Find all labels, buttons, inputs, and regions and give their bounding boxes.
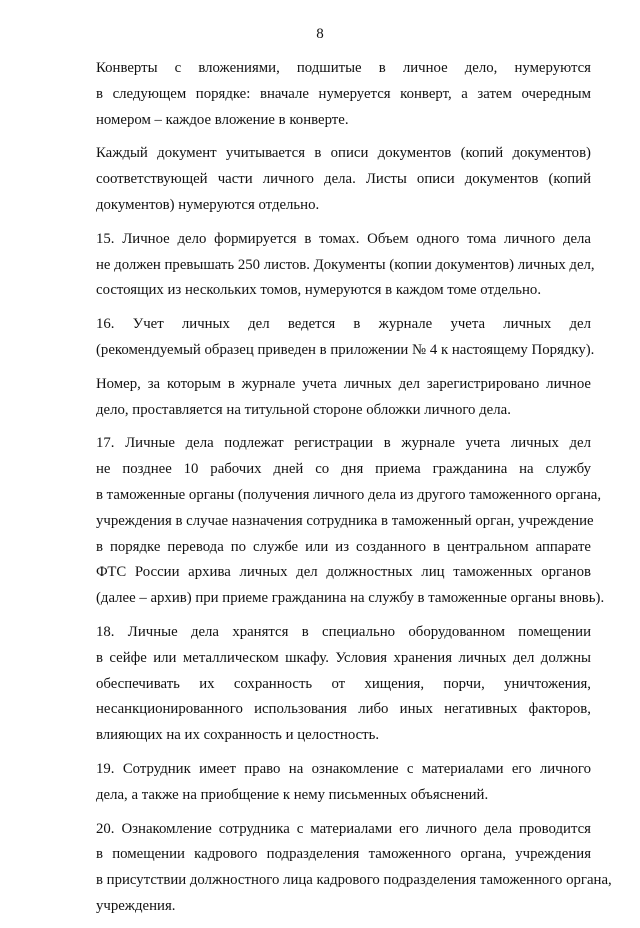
text-line: 16. Учет личных дел ведется в журнале учета личных дел [96,316,591,333]
text-line: 19. Сотрудник имеет право на ознакомление с материалами его личного [96,760,591,777]
text-line: учреждения в случае назначения сотрудника в таможенный орган, учреждение [96,512,594,529]
text-line: влияющих на их сохранность и целостность. [96,727,380,744]
paragraph-4 [59,312,595,364]
text-line: не должен превышать 250 листов. Документы (копии документов) личных дел, [96,256,595,273]
paragraph-9 [59,817,612,920]
paragraph-3 [59,227,595,304]
text-line: в сейфе или металлическом шкафу. Условия хранения личных дел должны [96,649,591,666]
text-line: 17. Личные дела подлежат регистрации в журнале учета личных дел [96,435,591,452]
text-line: в следующем порядке: вначале нумеруется конверт, а затем очередным [96,85,591,102]
text-line: в таможенные органы (получения личного дела из другого таможенного органа, [96,486,602,503]
page-number: 8 [316,26,324,42]
text-line: 15. Личное дело формируется в томах. Объем одного тома личного дела [96,230,591,247]
paragraph-6 [59,431,605,612]
paragraph-2 [59,141,591,218]
paragraph-8 [59,757,591,809]
paragraph-5 [59,372,591,424]
text-line: состоящих из нескольких томов, нумеруются в каждом томе отдельно. [96,282,542,299]
text-line: Номер, за которым в журнале учета личных дел зарегистрировано личное [96,375,591,392]
text-line: учреждения. [96,897,176,914]
text-line: несанкционированного использования либо иных негативных факторов, [96,701,591,718]
text-line: соответствующей части личного дела. Листы описи документов (копий [96,171,591,188]
text-line: номером – каждое вложение в конверте. [96,111,349,128]
text-line: ФТС России архива личных дел должностных лиц таможенных органов [96,564,591,581]
text-line: обеспечивать их сохранность от хищения, порчи, уничтожения, [96,675,591,692]
text-line: дело, проставляется на титульной стороне обложки личного дела. [96,401,511,418]
text-line: (далее – архив) при приеме гражданина на службу в таможенные органы вновь). [96,590,605,607]
text-line: 18. Личные дела хранятся в специально оборудованном помещении [96,623,591,640]
text-line: в помещении кадрового подразделения таможенного органа, учреждения [96,846,591,863]
text-line: (рекомендуемый образец приведен в приложении № 4 к настоящему Порядку). [96,341,595,358]
document-body [59,56,612,928]
text-line: Каждый документ учитывается в описи документов (копий документов) [96,145,591,162]
text-line: не позднее 10 рабочих дней со дня приема гражданина на службу [96,461,591,478]
paragraph-7 [59,620,591,749]
text-line: в порядке перевода по службе или из созданного в центральном аппарате [96,538,591,555]
text-line: дела, а также на приобщение к нему письменных объяснений. [96,786,489,803]
text-line: в присутствии должностного лица кадрового подразделения таможенного органа, [96,872,612,889]
text-line: документов) нумеруются отдельно. [96,196,320,213]
text-line: 20. Ознакомление сотрудника с материалами его личного дела проводится [96,820,591,837]
paragraph-1 [59,56,591,133]
text-line: Конверты с вложениями, подшитые в личное дело, нумеруются [96,60,591,76]
